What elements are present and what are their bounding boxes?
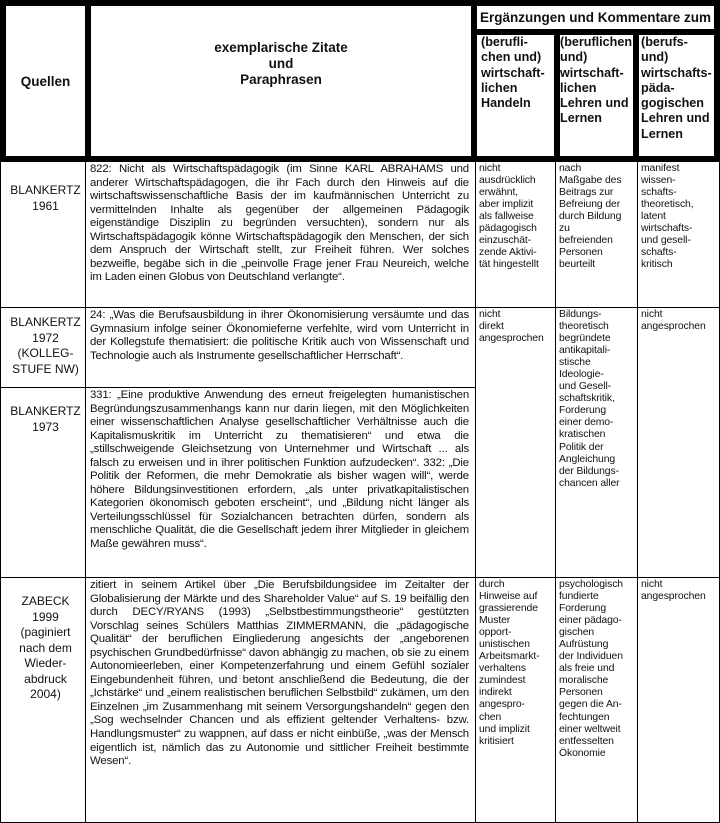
body-v3 [555,162,556,823]
body-v4 [637,162,638,823]
border-header-bottom [0,156,720,162]
source-blankertz-1972: BLANKERTZ 1972 (KOLLEG- STUFE NW) [10,315,81,376]
comment-1972-col-b: Bildungs- theoretisch begründete antikapitali- stische Ideologie- und Gesell- schaftskritik, Forderung einer demo- kratischen Politik der Angleichung der Bildungs- chancen aller [559,309,620,489]
border-left [0,0,6,162]
source-blankertz-1961: BLANKERTZ 1961 [10,183,81,213]
comment-1999-col-c: nicht angesprochen [641,579,706,603]
quote-blankertz-1972: 24: „Was die Berufsausbildung in ihrer Ökonomisierung versäumte und das Gymnasium infolge seiner Ökonomieferne verfehlte, wird vom Unterricht in der Kollegstufe thematisiert: die politische Kritik auch von Wissenschaft und Technologie auch als Instrumente gesellschaftlicher Herrschaft“. [90,309,469,362]
quote-blankertz-1961: 822: Nicht als Wirtschaftspädagogik (im Sinne KARL ABRAHAMS und anderer Wirtschaftspädagogen, die ihr Fach durch den Hinweis auf die wirtschaftswissenschaftliche Basis der im kaufmännischen Unterricht zu vermittelnden Inhalte als gegenüber der allgemeinen Pädagogik eigenständige Disziplin zu begründen versuchten), sondern nur als Wirtschaftspädagogik könne Wirtschaftspädagogik den Menschen, der sich dem Anspruch der Wirtschaft stellt, zur Freiheit führen. Wer solches bezweifle, begäbe sich in die „peinvolle Frage jener Frau Neureich, welche im Laden einen Globus von Deutschland verlangte“. [90,163,469,284]
row1-bottom [0,307,720,308]
border-right [714,0,720,162]
comment-1961-col-c: manifest wissen- schafts- theoretisch, latent wirtschafts- und gesell- schafts- kritisch [641,163,694,271]
comment-1972-col-c: nicht angesprochen [641,309,706,333]
border-group-bottom [471,29,720,35]
header-col-b: (beruflichen und) wirtschaft- lichen Lehren und Lernen [560,35,633,126]
body-v2 [475,162,476,823]
header-sources [6,6,85,156]
header-quotes [91,40,471,110]
border-header-v4 [633,29,639,162]
row3-bottom [0,577,720,578]
border-header-v1 [85,0,91,162]
comment-1999-col-b: psychologisch fundierte Forderung einer pädago- gischen Aufrüstung der Individuen als freie und moralische Personen gegen die An- fechtungen einer weltweit entfesselten Ökonomie [559,579,623,759]
header-col-a: (berufli- chen und) wirtschaft- lichen Handeln [481,35,545,111]
header-quotes-line1: exemplarische Zitate [214,40,348,55]
comment-1961-col-b: nach Maßgabe des Beitrags zur Befreiung der durch Bildung zu befreienden Personen beurteilt [559,163,622,271]
comment-1999-col-a: durch Hinweise auf grassierende Muster opport- unistischen Arbeitsmarkt- verhaltens zumindest indirekt angespro- chen und implizit kritisiert [479,579,540,747]
row2-bottom [0,387,476,388]
border-header-v3 [554,29,560,162]
quote-blankertz-1973: 331: „Eine produktive Anwendung des erneut freigelegten humanistischen Begründungszusammenhangs kann nur darin liegen, mit den Möglichkeiten einer wissenschaftlichen Analyse gesellschaftlicher Verhältnisse auch die Kapitalismuskritik im Unterricht zu thematisieren“ und etwa die „stillschweigende Gleichsetzung von Unternehmer und Wirtschaft ... als falsch zu erweisen und in ihrer politischen Funktion aufzudecken“. 332: „Die Politik der Reformen, die mehr Demokratie als bisher wagen will“, werde höhere Bildungsinvestitionen erfordern, „als unter privatkapitalistischen Kategorien ökonomisch geboten erscheint“, und „Bildung nicht länger als Verteilungsschlüssel für Sozialchancen betrachten dürfen, sondern als menschliche Qualität, die die Gesellschaft jedem ihrer Mitglieder in gleichem Maße gewähren muss“. [90,389,469,551]
header-group [477,6,714,30]
body-v1 [85,162,86,823]
header-quotes-line2: und [268,56,294,71]
comment-1961-col-a: nicht ausdrücklich erwähnt, aber implizit als fallweise pädagogisch einzuschät- zende Aktivi- tät hingestellt [479,163,539,271]
border-top [0,0,720,6]
comment-1972-col-a: nicht direkt angesprochen [479,309,544,345]
quote-zabeck-1999: zitiert in seinem Artikel über „Die Berufsbildungsidee im Zeitalter der Globalisierung der Märkte und des Shareholder Value“ auf S. 19 beifällig den durch DECY/RYANS (1993) „Selbstbestimmungstheorie“ gestützten Vorschlag seines Schülers Matthias ZIMMERMANN, die „pädagogische Qualität“ der beruflichen Eingliederung angesichts der „angeborenen psychischen Grundbedürfnisse“ davon abhängig zu machen, ob sie zu einem Autonomieerleben, einer Kompetenzerfahrung und einem Gefühl sozialer Eingebundenheit führen, und betont anschließend die Bedeutung, die der „Ichstärke“ und „einem realistischen beruflichen Selbstbild“ zukämen, um den Einzelnen „im Zusammenhang mit seinem Versorgungshandeln“ gegen den „Sog wechselnder Chancen und als effizient geltender Verhaltens- bzw. Handlungsmuster“ zu wappnen, auf dass er nicht einbüße, „was der Mensch eigentlich ist, nämlich das zu Autonomie und sittlicher Freiheit bestimmte Wesen“. [90,579,469,768]
header-group-text: Ergänzungen und Kommentare zum [479,10,712,25]
source-blankertz-1973: BLANKERTZ 1973 [10,404,81,434]
source-zabeck-1999: ZABECK 1999 (paginiert nach dem Wieder- abdruck 2004) [19,594,72,701]
header-quotes-line3: Paraphrasen [240,72,322,87]
header-col-c: (berufs- und) wirtschafts- päda- gogischen Lehren und Lernen [641,35,712,141]
border-header-v2 [471,0,477,162]
header-sources-text: Quellen [20,73,71,89]
body-left [0,162,1,823]
